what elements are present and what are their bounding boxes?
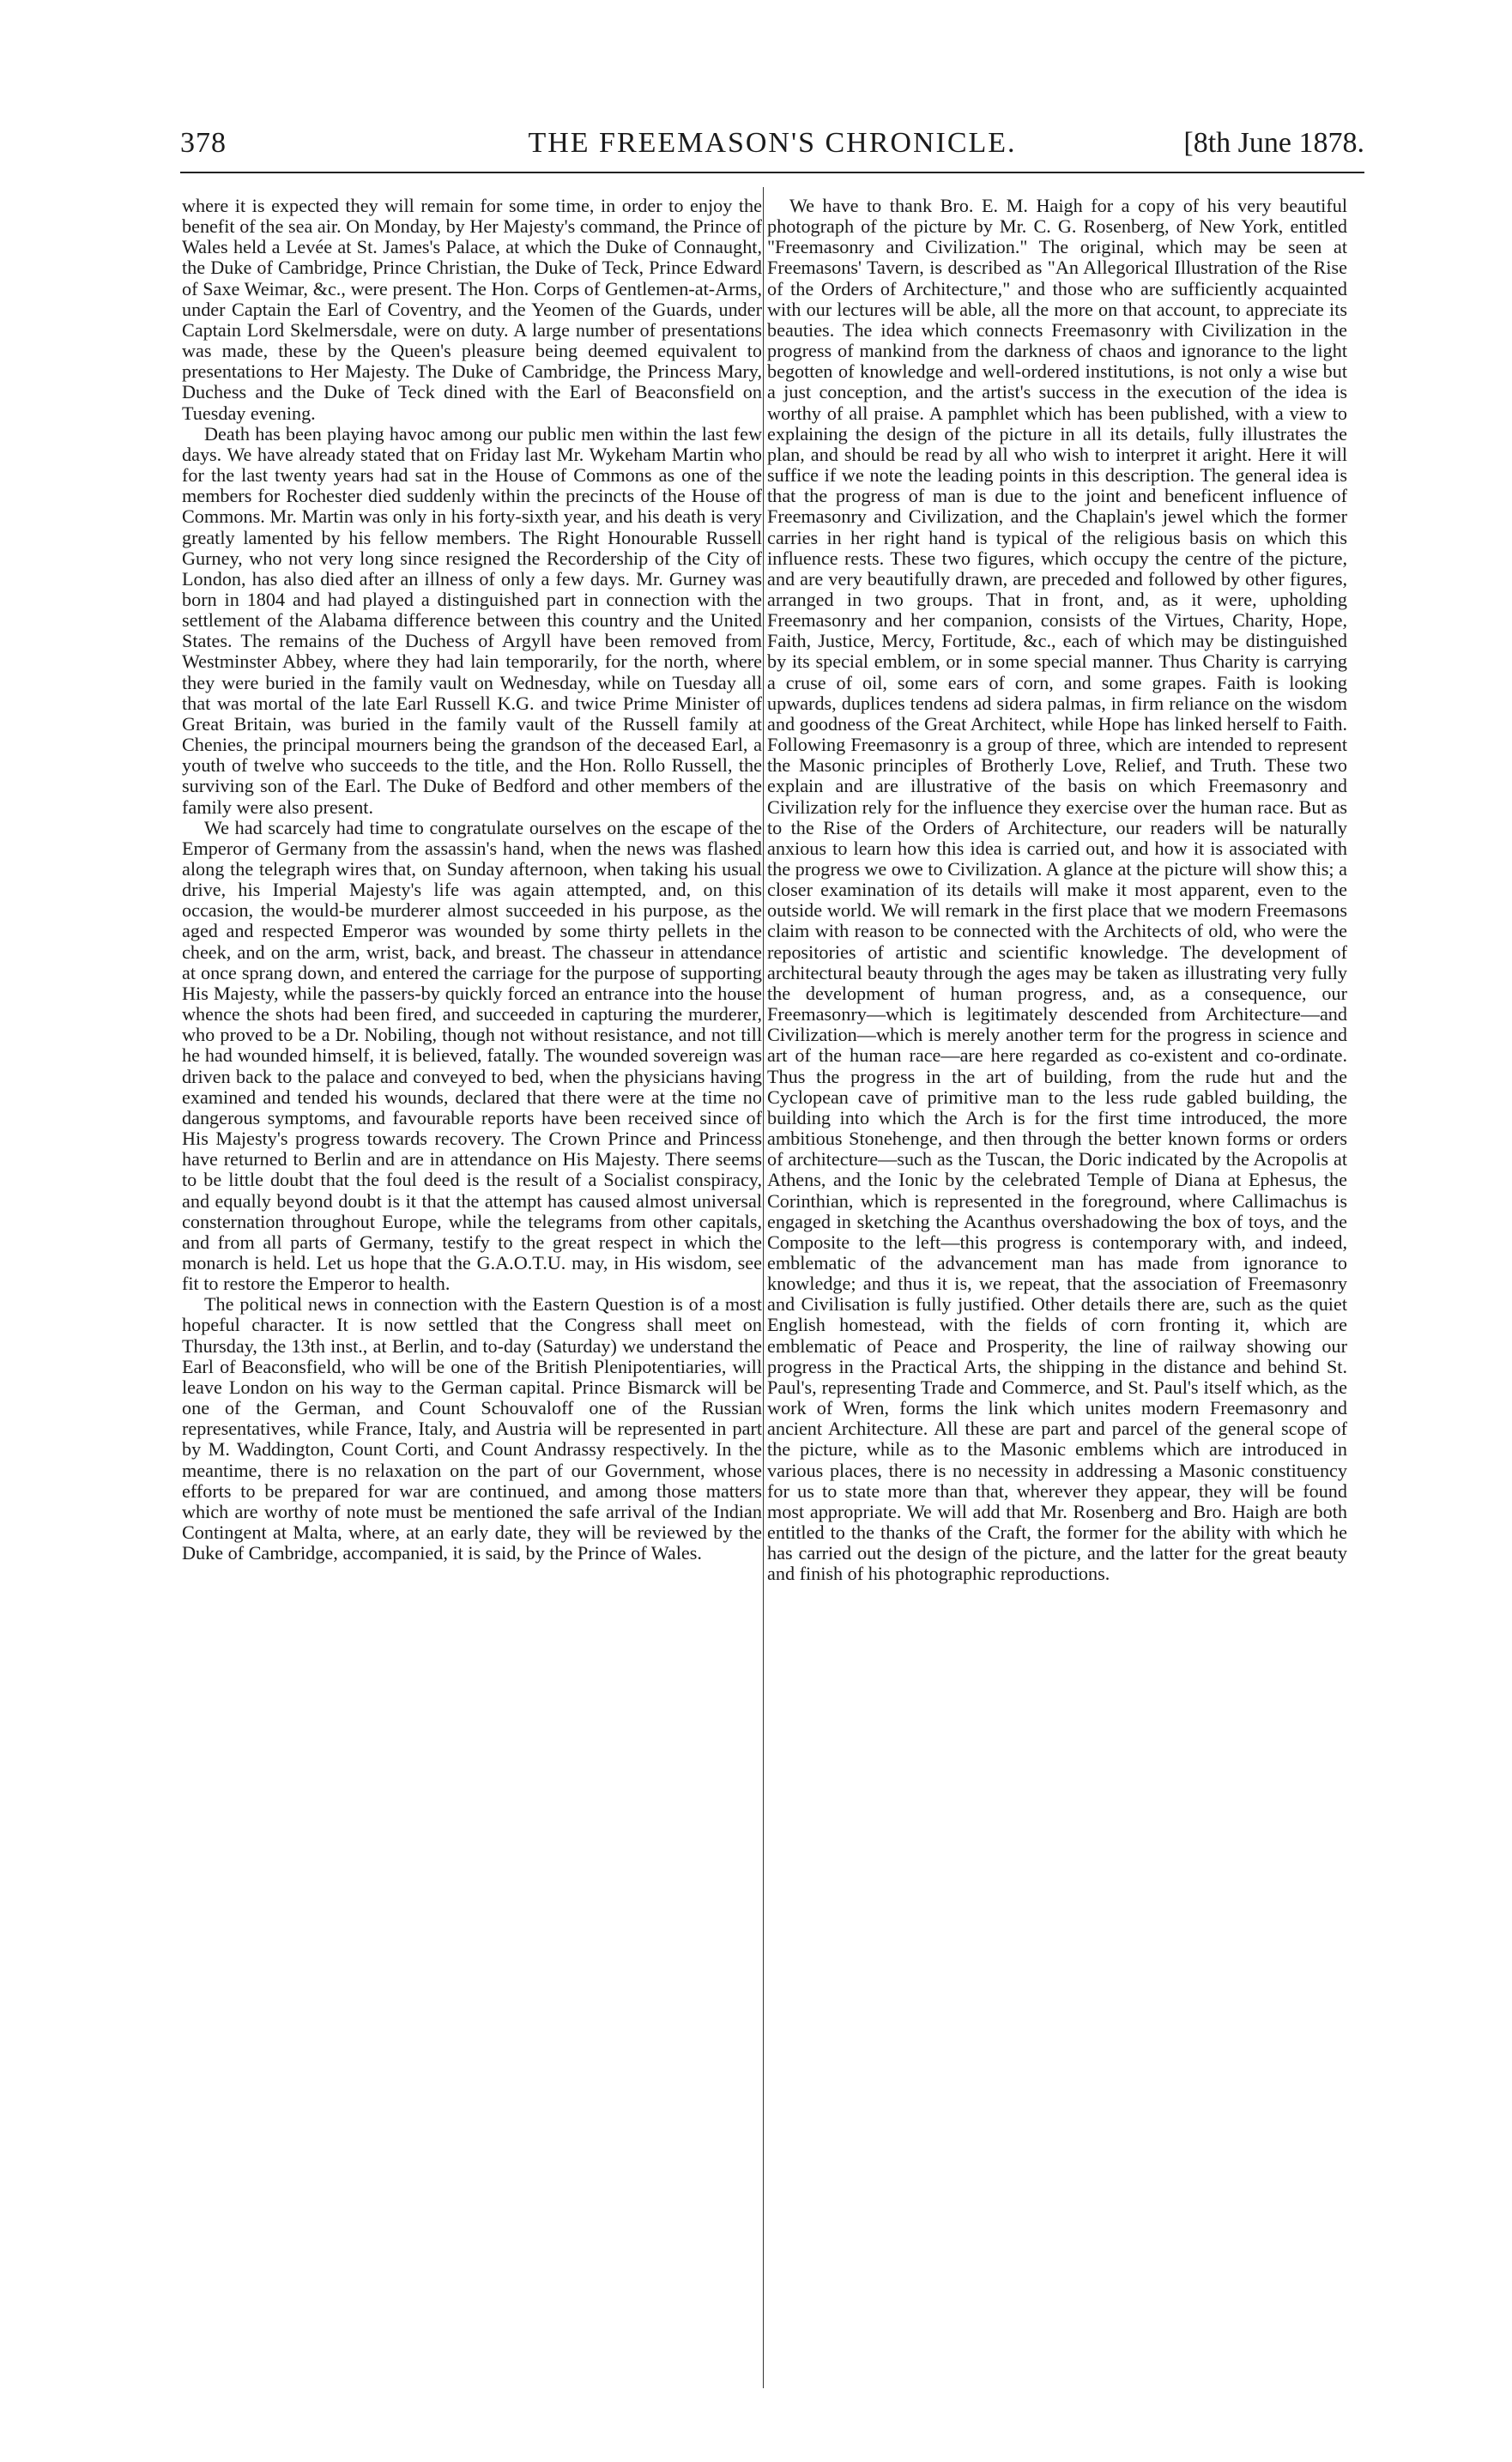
header-rule xyxy=(180,172,1364,173)
right-column xyxy=(767,196,1347,1584)
article-paragraph: The political news in connection with the Eastern Question is of a most hopeful character. It is now settled that the Congress shall meet on Thursday, the 13th inst., at Berlin, and to-day (Saturday) we understand the Earl of Beaconsfield, who will be one of the British Plenipotentiaries, will leave London on his way to the German capital. Prince Bismarck will be one of the German, and Count Schouvaloff one of the Russian representatives, while France, Italy, and Austria will be represented in part by M. Waddington, Count Corti, and Count Andrassy respectively. In the meantime, there is no relaxation on the part of our Government, whose efforts to be prepared for war are continued, and among those matters which are worthy of note must be mentioned the safe arrival of the Indian Contingent at Malta, where, at an early date, they will be reviewed by the Duke of Cambridge, accompanied, it is said, by the Prince of Wales. xyxy=(182,1293,762,1564)
issue-date: [8th June 1878. xyxy=(1183,127,1364,159)
article-paragraph: where it is expected they will remain for some time, in order to enjoy the benefit of the sea air. On Monday, by Her Majesty's command, the Prince of Wales held a Levée at St. James's Palace, at which the Duke of Connaught, the Duke of Cambridge, Prince Christian, the Duke of Teck, Prince Edward of Saxe Weimar, &c., were present. The Hon. Corps of Gentlemen-at-Arms, under Captain the Earl of Coventry, and the Yeomen of the Guards, under Captain Lord Skelmersdale, were on duty. A large number of presentations was made, these by the Queen's pleasure being deemed equivalent to presentations to Her Majesty. The Duke of Cambridge, the Princess Mary, Duchess and the Duke of Teck dined with the Earl of Beaconsfield on Tuesday evening. xyxy=(182,195,762,424)
page-number: 378 xyxy=(180,127,227,159)
column-divider xyxy=(763,187,764,2388)
article-paragraph: Death has been playing havoc among our public men within the last few days. We have already stated that on Friday last Mr. Wykeham Martin who for the last twenty years had sat in the House of Commons as one of the members for Rochester died suddenly within the precincts of the House of Commons. Mr. Martin was only in his forty-sixth year, and his death is very greatly lamented by his fellow members. The Right Honourable Russell Gurney, who not very long since resigned the Recordership of the City of London, has also died after an illness of only a few days. Mr. Gurney was born in 1804 and had played a distinguished part in connection with the settlement of the Alabama difference between this country and the United States. The remains of the Duchess of Argyll have been removed from Westminster Abbey, where they had lain temporarily, for the north, where they were buried in the family vault on Wednesday, while on Tuesday all that was mortal of the late Earl Russell K.G. and twice Prime Minister of Great Britain, was buried in the family vault of the Russell family at Chenies, the principal mourners being the grandson of the deceased Earl, a youth of twelve who succeeds to the title, and the Hon. Rollo Russell, the surviving son of the Earl. The Duke of Bedford and other members of the family were also present. xyxy=(182,422,762,818)
left-column xyxy=(182,196,762,1564)
article-paragraph: We had scarcely had time to congratulate ourselves on the escape of the Emperor of Germany from the assassin's hand, when the news was flashed along the telegraph wires that, on Sunday afternoon, when taking his usual drive, his Imperial Majesty's life was again attempted, and, on this occasion, the would-be murderer almost succeeded in his purpose, as the aged and respected Emperor was wounded by some thirty pellets in the cheek, and on the arm, wrist, back, and breast. The chasseur in attendance at once sprang down, and entered the carriage for the purpose of supporting His Majesty, while the passers-by quickly forced an entrance into the house whence the shots had been fired, and succeeded in capturing the murderer, who proved to be a Dr. Nobiling, though not without resistance, and not till he had wounded himself, it is believed, fatally. The wounded sovereign was driven back to the palace and conveyed to bed, when the physicians having examined and tended his wounds, declared that there were at the time no dangerous symptoms, and favourable reports have been received since of His Majesty's progress towards recovery. The Crown Prince and Princess have returned to Berlin and are in attendance on His Majesty. There seems to be little doubt that the foul deed is the result of a Socialist conspiracy, and equally beyond doubt is it that the attempt has caused almost universal consternation throughout Europe, while the telegrams from other capitals, and from all parts of Germany, testify to the great respect in which the monarch is held. Let us hope that the G.A.O.T.U. may, in His wisdom, see fit to restore the Emperor to health. xyxy=(182,816,762,1295)
article-paragraph: We have to thank Bro. E. M. Haigh for a copy of his very beautiful photograph of the picture by Mr. C. G. Rosenberg, of New York, entitled "Freemasonry and Civilization." The original, which may be seen at Freemasons' Tavern, is described as "An Allegorical Illustration of the Rise of the Orders of Architecture," and those who are sufficiently acquainted with our lectures will be able, all the more on that account, to appreciate its beauties. The idea which connects Freemasonry with Civilization in the progress of mankind from the darkness of chaos and ignorance to the light begotten of knowledge and well-ordered institutions, is not only a wise but a just conception, and the artist's success in the execution of the idea is worthy of all praise. A pamphlet which has been published, with a view to explaining the design of the picture in all its details, fully illustrates the plan, and should be read by all who wish to interpret it aright. Here it will suffice if we note the leading points in this description. The general idea is that the progress of man is due to the joint and beneficent influence of Freemasonry and Civilization, and the Chaplain's jewel which the former carries in her right hand is typical of the religious basis on which this influence rests. These two figures, which occupy the centre of the picture, and are very beautifully drawn, are preceded and followed by other figures, arranged in two groups. That in front, and, as it were, upholding Freemasonry and her companion, consists of the Virtues, Charity, Hope, Faith, Justice, Mercy, Fortitude, &c., each of which may be distinguished by its special emblem, or in some special manner. Thus Charity is carrying a cruse of oil, some ears of corn, and some grapes. Faith is looking upwards, duplices tendens ad sidera palmas, in firm reliance on the wisdom and goodness of the Great Architect, while Hope has linked herself to Faith. Following Freemasonry is a group of three, which are intended to represent the Masonic principles of Brotherly Love, Relief, and Truth. These two explain and are illustrative of the basis on which Freemasonry and Civilization rely for the influence they exercise over the human race. But as to the Rise of the Orders of Architecture, our readers will be naturally anxious to learn how this idea is carried out, and how it is associated with the progress we owe to Civilization. A glance at the picture will show this; a closer examination of its details will make it most apparent, even to the outside world. We will remark in the first place that we modern Freemasons claim with reason to be connected with the Architects of old, who were the repositories of artistic and scientific knowledge. The development of architectural beauty through the ages may be taken as illustrating very fully the development of human progress, and, as a consequence, our Freemasonry—which is legitimately descended from Architecture—and Civilization—which is merely another term for the progress in science and art of the human race—are here regarded as co-existent and co-ordinate. Thus the progress in the art of building, from the rude hut and the Cyclopean cave of primitive man to the less rude gabled building, the building into which the Arch is for the first time introduced, the more ambitious Stonehenge, and then through the better known forms or orders of architecture—such as the Tuscan, the Doric indicated by the Acropolis at Athens, and the Ionic by the celebrated Temple of Diana at Ephesus, the Corinthian, which is represented in the foreground, where Callimachus is engaged in sketching the Acanthus overshadowing the box of toys, and the Composite to the left—this progress is contemporary with, and indeed, emblematic of the advancement man has made from ignorance to knowledge; and thus it is, we repeat, that the association of Freemasonry and Civilisation is fully justified. Other details there are, such as the quiet English homestead, with the fields of corn fronting it, which are emblematic of Peace and Prosperity, the line of railway showing our progress in the Practical Arts, the shipping in the distance and behind St. Paul's, representing Trade and Commerce, and St. Paul's itself which, as the work of Wren, forms the link which unites modern Freemasonry and ancient Architecture. All these are part and parcel of the general scope of the picture, while as to the Masonic emblems which are introduced in various places, there is no necessity in addressing a Masonic constituency for us to state more than that, wherever they appear, they will be found most appropriate. We will add that Mr. Rosenberg and Bro. Haigh are both entitled to the thanks of the Craft, the former for the ability with which he has carried out the design of the picture, and the latter for the great beauty and finish of his photographic reproductions. xyxy=(767,195,1347,1585)
page-header xyxy=(180,127,1364,170)
masthead-title: THE FREEMASON'S CHRONICLE. xyxy=(528,127,1017,159)
